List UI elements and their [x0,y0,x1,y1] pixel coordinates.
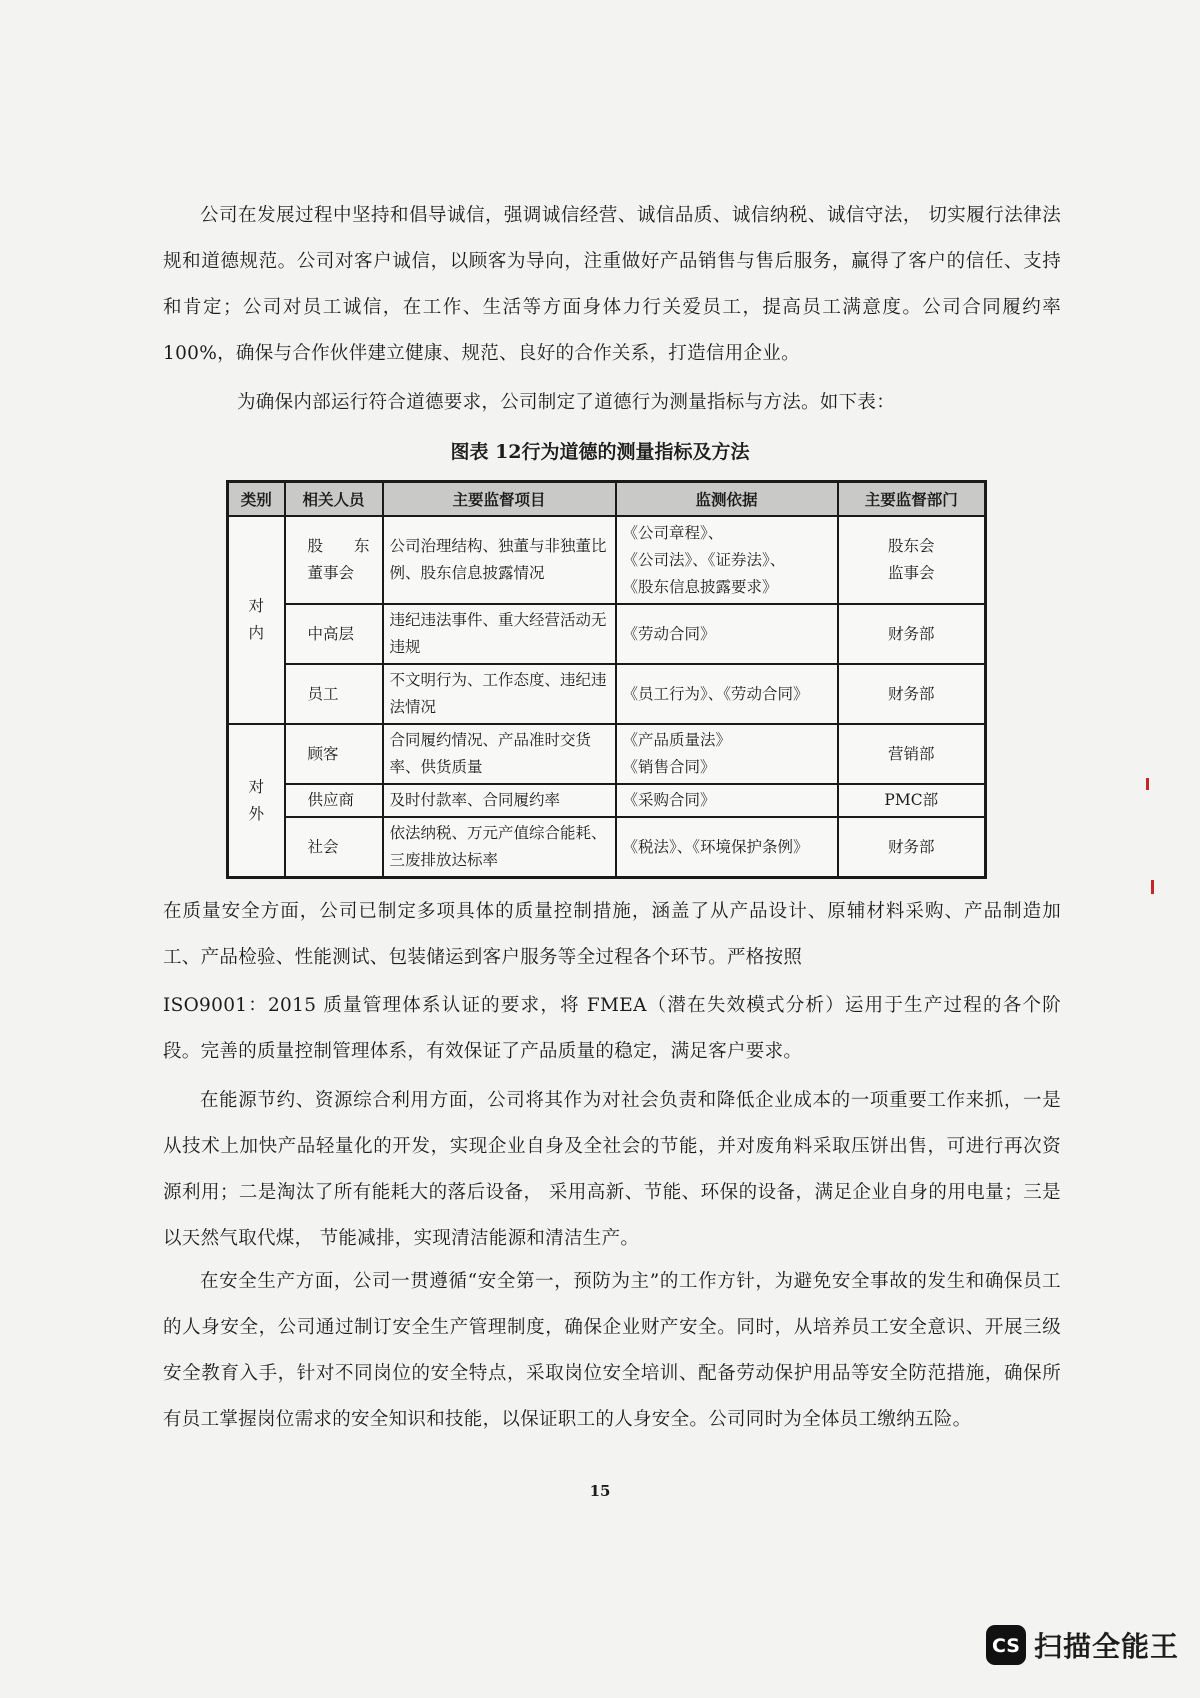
basis-text: 《产品质量法》 [622,731,732,749]
table-row [228,604,986,664]
dept-text: 股东会 [887,537,935,555]
basis-text: 《公司章程》、 [622,523,724,542]
basis-text: 《公司法》、《证券法》、 [622,550,786,569]
header-item: 主要监督项目 [383,482,616,517]
table-header-row [228,482,986,517]
basis-text: 《股东信息披露要求》 [622,577,778,596]
category-text: 外 [248,804,264,823]
basis-cell [616,724,838,784]
paragraph-energy: 在能源节约、资源综合利用方面，公司将其作为对社会负责和降低企业成本的一项重要工作来抓，一是从技术上加快产品轻量化的开发，实现企业自身及全社会的节能，并对废角料采取压饼出售，可进行再次资源利用；二是淘汰了所有能耗大的落后设备， 采用高新、节能、环保的设备，满足企业自身的用电量；三是以天然气取代煤， 节能减排，实现清洁能源和清洁生产。 [163,1090,1061,1249]
table-row [228,724,986,784]
category-text: 内 [248,624,264,642]
dept-cell: 营销部 [838,724,986,784]
dept-cell [838,516,986,604]
basis-cell: 《采购合同》 [616,784,838,817]
person-cell: 顾客 [285,724,383,784]
table-row [228,664,986,724]
person-cell: 员工 [285,664,383,724]
paragraph-quality-safety: 在质量安全方面，公司已制定多项具体的质量控制措施，涵盖了从产品设计、原辅材料采购、产品制造加工、产品检验、性能测试、包装储运到客户服务等全过程各个环节。严格按照 [163,901,1061,968]
brand-text: 扫描全能王 [1034,1630,1180,1663]
dept-cell: 财务部 [838,604,986,664]
category-text: 对 [248,777,264,796]
table-row [228,817,986,878]
scan-red-mark [1146,778,1149,790]
camscanner-logo-icon [986,1625,1026,1665]
header-dept: 主要监督部门 [838,482,986,517]
person-text: 股 东 [307,537,370,555]
item-cell: 不文明行为、工作态度、违纪违法情况 [383,664,616,724]
dept-cell: 财务部 [838,664,986,724]
header-basis: 监测依据 [616,482,838,517]
category-internal [228,516,285,724]
scan-red-mark [1151,880,1154,894]
paragraph-iso: ISO9001：2015 质量管理体系认证的要求，将 FMEA（潜在失效模式分析）运用于生产过程的各个阶段。完善的质量控制管理体系，有效保证了产品质量的稳定，满足客户要求。 [163,995,1061,1062]
table-caption: 图表 12行为道德的测量指标及方法 [450,441,750,463]
basis-cell: 《劳动合同》 [616,604,838,664]
basis-cell: 《员工行为》、《劳动合同》 [616,664,838,724]
category-text: 对 [248,597,264,615]
paragraph-integrity: 公司在发展过程中坚持和倡导诚信，强调诚信经营、诚信品质、诚信纳税、诚信守法， 切实履行法律法规和道德规范。公司对客户诚信，以顾客为导向，注重做好产品销售与售后服务，赢得了客户的信任、支持和肯定；公司对员工诚信，在工作、生活等方面身体力行关爱员工，提高员工满意度。公司合同履约率 100%，确保与合作伙伴建立健康、规范、良好的合作关系，打造信用企业。 [163,205,1061,364]
page-number: 15 [589,1482,611,1500]
dept-cell: PMC部 [838,784,986,817]
table-row [228,516,986,604]
paragraph-table-intro: 为确保内部运行符合道德要求，公司制定了道德行为测量指标与方法。如下表： [237,392,896,413]
person-cell: 供应商 [285,784,383,817]
logo-text: CS [992,1635,1020,1657]
header-person: 相关人员 [285,482,383,517]
basis-text: 《销售合同》 [622,758,716,776]
person-text: 董事会 [307,564,355,582]
item-cell: 合同履约情况、产品准时交货率、供货质量 [383,724,616,784]
cs-logo-glyph [990,1633,1022,1657]
basis-cell: 《税法》、《环境保护条例》 [616,817,838,878]
table-row [228,784,986,817]
person-cell: 中高层 [285,604,383,664]
scanner-watermark [986,1625,1179,1665]
header-category: 类别 [228,482,285,517]
person-cell: 社会 [285,817,383,878]
category-external [228,724,285,878]
dept-text: 监事会 [887,564,935,582]
dept-cell: 财务部 [838,817,986,878]
person-cell [285,516,383,604]
item-cell: 依法纳税、万元产值综合能耗、三废排放达标率 [383,817,616,878]
ethics-measurement-table [226,480,987,879]
item-cell: 违纪违法事件、重大经营活动无违规 [383,604,616,664]
basis-cell [616,516,838,604]
paragraph-production-safety: 在安全生产方面，公司一贯遵循“安全第一，预防为主”的工作方针，为避免安全事故的发生和确保员工的人身安全，公司通过制订安全生产管理制度，确保企业财产安全。同时，从培养员工安全意识、开展三级安全教育入手，针对不同岗位的安全特点，采取岗位安全培训、配备劳动保护用品等安全防范措施，确保所有员工掌握岗位需求的安全知识和技能，以保证职工的人身安全。公司同时为全体员工缴纳五险。 [163,1271,1061,1430]
item-cell: 及时付款率、合同履约率 [383,784,616,817]
item-cell: 公司治理结构、独董与非独董比例、股东信息披露情况 [383,516,616,604]
